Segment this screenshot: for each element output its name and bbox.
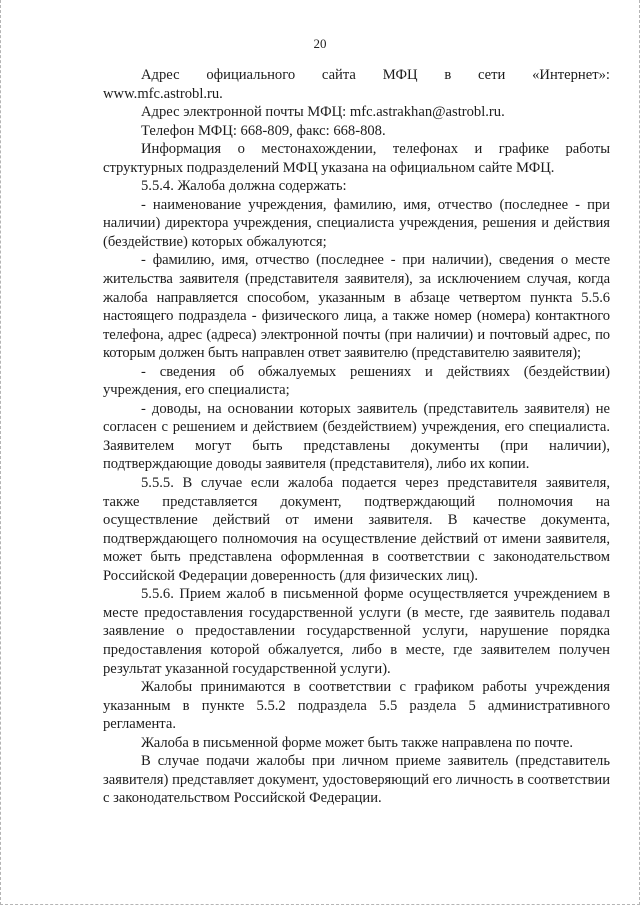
address-word: сайта	[321, 67, 356, 83]
paragraph-personal-reception: В случае подачи жалобы при личном приеме заявитель (представитель заявителя) представляет документ, удостоверяющий его личность в соответствии с законодательством Российской Федерации.	[103, 753, 610, 807]
address-word: Адрес	[141, 67, 180, 83]
address-word: «Интернет»:	[532, 67, 610, 83]
scan-edge-right	[636, 0, 640, 905]
paragraph-list-item-2: - фамилию, имя, отчество (последнее - при наличии), сведения о месте жительства заявителя (представителя заявителя), за исключением случая, когда жалоба направляется способом, указанным в абзаце четвертом пункта 5.5.6 настоящего подраздела - физического лица, а также номер (номера) контактного телефона, адрес (адреса) электронной почты (при наличии) и почтовый адрес, по которым должен быть направлен ответ заявителю (представителю заявителя);	[103, 252, 610, 362]
paragraph-5-5-5: 5.5.5. В случае если жалоба подается через представителя заявителя, также представляется документ, подтверждающий полномочия на осуществление действий от имени заявителя. В качестве документа, подтверждающего полномочия на осуществление действий от имени заявителя, может быть представлена оформленная в соответствии с законодательством Российской Федерации доверенность (для физических лиц).	[103, 475, 610, 584]
paragraph-5-5-6: 5.5.6. Прием жалоб в письменной форме осуществляется учреждением в месте предоставления государственной услуги (в месте, где заявитель подавал заявление о предоставлении государственной услуги, нарушение порядка предоставления которой обжалуется, либо в месте, где заявителем получен результат указанной государственной услуги).	[103, 586, 610, 677]
paragraph-list-item-1: - наименование учреждения, фамилию, имя, отчество (последнее - при наличии) директора учреждения, специалиста учреждения, решения и действия (бездействие) которых обжалуются;	[103, 196, 610, 250]
page-number: 20	[313, 36, 327, 51]
document-body	[103, 66, 610, 808]
website-url: www.mfc.astrobl.ru.	[103, 85, 223, 102]
paragraph-5-5-4: 5.5.4. Жалоба должна содержать:	[141, 178, 347, 195]
paragraph-list-item-3: - сведения об обжалуемых решениях и действиях (бездействии) учреждения, его специалиста;	[103, 363, 610, 399]
address-word: в	[444, 67, 452, 83]
paragraph-email: Адрес электронной почты МФЦ: mfc.astrakhan@astrobl.ru.	[141, 104, 505, 121]
paragraph-mail: Жалоба в письменной форме может быть также направлена по почте.	[141, 734, 574, 751]
address-word: официального	[206, 67, 296, 83]
scan-edge-left	[0, 0, 4, 905]
paragraph-schedule: Жалобы принимаются в соответствии с графиком работы учреждения указанным в пункте 5.5.2 подраздела 5.5 раздела 5 административного регламента.	[103, 679, 610, 733]
scan-edge-bottom	[0, 901, 640, 905]
website-address-line	[103, 66, 610, 85]
address-word: МФЦ	[382, 67, 418, 83]
paragraph-list-item-4: - доводы, на основании которых заявитель (представитель заявителя) не согласен с решением и действием (бездействием) учреждения, его специалиста. Заявителем могут быть представлены документы (при наличии), подтверждающие доводы заявителя (представителя), либо их копии.	[103, 400, 610, 473]
paragraph-phone: Телефон МФЦ: 668-809, факс: 668-808.	[141, 122, 386, 139]
address-word: сети	[478, 67, 506, 83]
paragraph-info: Информация о местонахождении, телефонах и графике работы структурных подразделений МФЦ указана на официальном сайте МФЦ.	[103, 141, 610, 176]
